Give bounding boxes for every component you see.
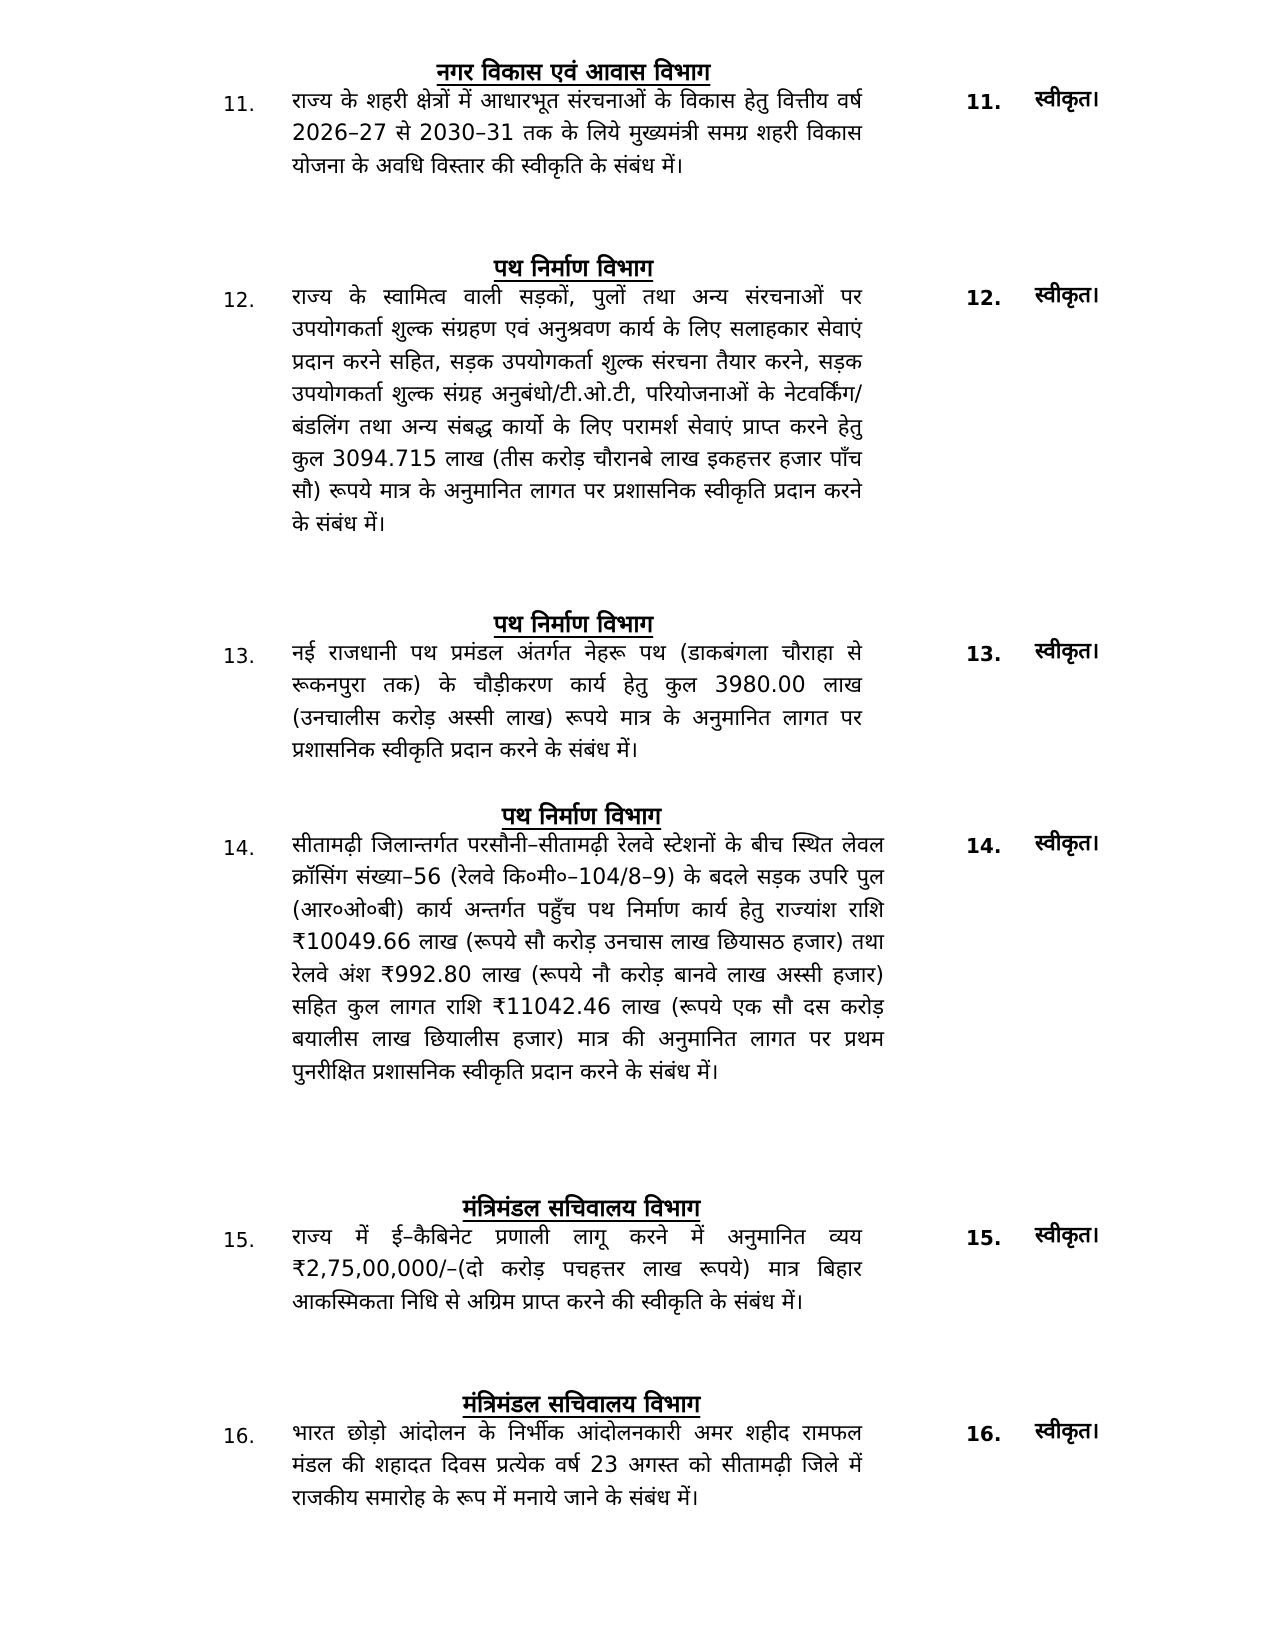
item-number: 15.	[223, 1228, 255, 1252]
status-number: 15.	[966, 1226, 1002, 1250]
department-heading: मंत्रिमंडल सचिवालय विभाग	[462, 1194, 701, 1222]
status-number: 12.	[966, 286, 1002, 310]
status-approved: स्वीकृत।	[1035, 639, 1100, 664]
department-heading: पथ निर्माण विभाग	[493, 254, 654, 282]
status-approved: स्वीकृत।	[1035, 87, 1100, 112]
status-number: 16.	[966, 1422, 1002, 1446]
item-description: राज्य के शहरी क्षेत्रों में आधारभूत संरचनाओं के विकास हेतु वित्तीय वर्ष 2026–27 से 2030–31 तक के लिये मुख्यमंत्री समग्र शहरी विकास योजना के अवधि विस्तार की स्वीकृति के संबंध में।	[292, 89, 862, 179]
item-description: राज्य में ई–कैबिनेट प्रणाली लागू करने में अनुमानित व्यय ₹2,75,00,000/–(दो करोड़ पचहत्तर लाख रूपये) मात्र बिहार आकस्मिकता निधि से अग्रिम प्राप्त करने की स्वीकृति के संबंध में।	[292, 1225, 862, 1315]
department-heading: पथ निर्माण विभाग	[501, 802, 662, 830]
item-number: 11.	[223, 92, 255, 116]
department-heading: पथ निर्माण विभाग	[493, 610, 654, 638]
item-description: सीतामढ़ी जिलान्तर्गत परसौनी–सीतामढ़ी रेलवे स्टेशनों के बीच स्थित लेवल क्रॉसिंग संख्या–56 (रेलवे कि०मी०–104/8–9) के बदले सड़क उपरि पुल (आर०ओ०बी) कार्य अन्तर्गत पहुँच पथ निर्माण कार्य हेतु राज्यांश राशि ₹10049.66 लाख (रूपये सौ करोड़ उनचास लाख छियासठ हजार) तथा रेलवे अंश ₹992.80 लाख (रूपये नौ करोड़ बानवे लाख अस्सी हजार) सहित कुल लागत राशि ₹11042.46 लाख (रूपये एक सौ दस करोड़ बयालीस लाख छियालीस हजार) मात्र की अनुमानित लागत पर प्रथम पुनरीक्षित प्रशासनिक स्वीकृति प्रदान करने के संबंध में।	[292, 833, 884, 1085]
status-number: 11.	[966, 90, 1002, 114]
item-number: 14.	[223, 836, 255, 860]
department-heading: मंत्रिमंडल सचिवालय विभाग	[462, 1390, 701, 1418]
status-approved: स्वीकृत।	[1035, 1223, 1100, 1248]
item-number: 16.	[223, 1424, 255, 1448]
status-number: 14.	[966, 834, 1002, 858]
status-approved: स्वीकृत।	[1035, 1419, 1100, 1444]
item-description: राज्य के स्वामित्व वाली सड़कों, पुलों तथा अन्य संरचनाओं पर उपयोगकर्ता शुल्क संग्रहण एवं अनुश्रवण कार्य के लिए सलाहकार सेवाएं प्रदान करने सहित, सड़क उपयोगकर्ता शुल्क संरचना तैयार करने, सड़क उपयोगकर्ता शुल्क संग्रह अनुबंधो/टी.ओ.टी, परियोजनाओं के नेटवर्किंग/बंडलिंग तथा अन्य संबद्ध कार्यो के लिए परामर्श सेवाएं प्राप्त करने हेतु कुल 3094.715 लाख (तीस करोड़ चौरानबे लाख इकहत्तर हजार पाँच सौ) रूपये मात्र के अनुमानित लागत पर प्रशासनिक स्वीकृति प्रदान करने के संबंध में।	[292, 285, 862, 537]
item-number: 12.	[223, 288, 255, 312]
item-number: 13.	[223, 644, 255, 668]
item-description: भारत छोड़ो आंदोलन के निर्भीक आंदोलनकारी अमर शहीद रामफल मंडल की शहादत दिवस प्रत्येक वर्ष 23 अगस्त को सीतामढ़ी जिले में राजकीय समारोह के रूप में मनाये जाने के संबंध में।	[292, 1421, 862, 1511]
status-approved: स्वीकृत।	[1035, 283, 1100, 308]
item-description: नई राजधानी पथ प्रमंडल अंतर्गत नेहरू पथ (डाकबंगला चौराहा से रूकनपुरा तक) के चौड़ीकरण कार्य हेतु कुल 3980.00 लाख (उनचालीस करोड़ अस्सी लाख) रूपये मात्र के अनुमानित लागत पर प्रशासनिक स्वीकृति प्रदान करने के संबंध में।	[292, 641, 862, 764]
status-number: 13.	[966, 642, 1002, 666]
status-approved: स्वीकृत।	[1035, 831, 1100, 856]
department-heading: नगर विकास एवं आवास विभाग	[436, 58, 711, 86]
